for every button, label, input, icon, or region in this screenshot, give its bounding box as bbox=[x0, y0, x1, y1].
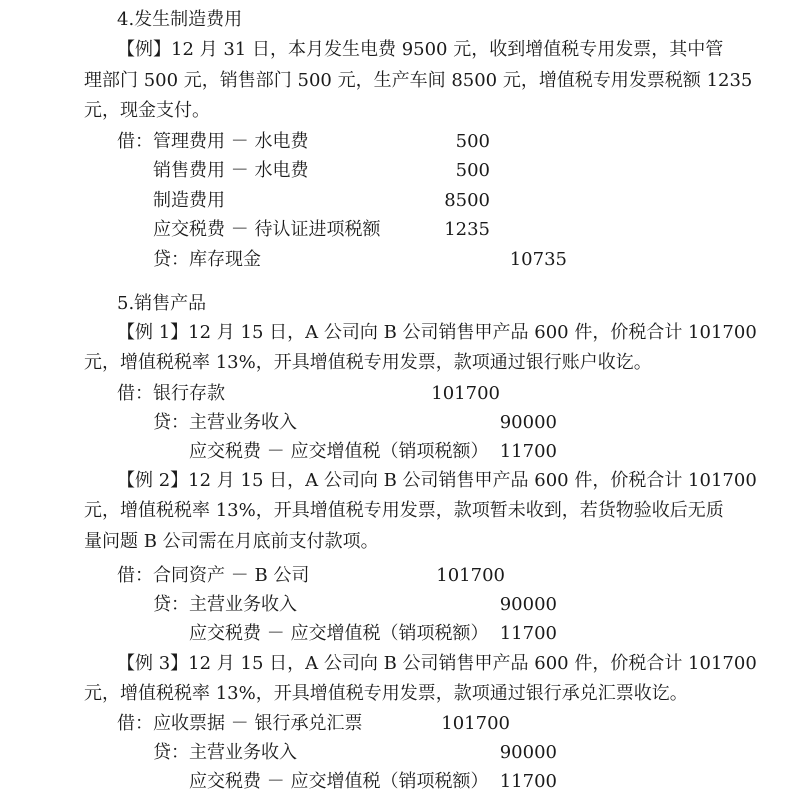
journal-entry-label: 应交税费 － 应交增值税（销项税额） bbox=[189, 623, 489, 644]
journal-entry-amount: 101700 bbox=[431, 383, 500, 404]
paragraph-line: 【例】12 月 31 日，本月发生电费 9500 元，收到增值税专用发票，其中管 bbox=[117, 39, 724, 60]
journal-entry-amount: 1235 bbox=[444, 219, 490, 240]
section-heading: 5.销售产品 bbox=[117, 293, 207, 314]
journal-entry-amount: 101700 bbox=[436, 565, 505, 586]
journal-entry-label: 应交税费 － 待认证进项税额 bbox=[153, 219, 381, 240]
journal-entry-amount: 90000 bbox=[499, 412, 557, 433]
journal-entry-amount: 500 bbox=[455, 160, 490, 181]
journal-entry-amount: 90000 bbox=[499, 594, 557, 615]
paragraph-line: 元，增值税税率 13%，开具增值税专用发票，款项通过银行账户收讫。 bbox=[84, 352, 652, 373]
journal-entry-amount: 500 bbox=[455, 131, 490, 152]
journal-entry-label: 贷：库存现金 bbox=[153, 249, 261, 270]
paragraph-line: 量问题 B 公司需在月底前支付款项。 bbox=[84, 531, 379, 552]
paragraph-line: 元，增值税税率 13%，开具增值税专用发票，款项通过银行承兑汇票收讫。 bbox=[84, 683, 688, 704]
journal-entry-amount: 10735 bbox=[509, 249, 567, 270]
paragraph-line: 【例 1】12 月 15 日，A 公司向 B 公司销售甲产品 600 件，价税合计 101700 bbox=[117, 322, 757, 343]
journal-entry-label: 贷：主营业务收入 bbox=[153, 742, 297, 763]
journal-entry-label: 应交税费 － 应交增值税（销项税额） bbox=[189, 441, 489, 462]
journal-entry-amount: 90000 bbox=[499, 742, 557, 763]
journal-entry-label: 制造费用 bbox=[153, 190, 225, 211]
paragraph-line: 【例 3】12 月 15 日，A 公司向 B 公司销售甲产品 600 件，价税合计 101700 bbox=[117, 653, 757, 674]
journal-entry-label: 借：合同资产 － B 公司 bbox=[117, 565, 310, 586]
journal-entry-label: 应交税费 － 应交增值税（销项税额） bbox=[189, 771, 489, 792]
journal-entry-label: 贷：主营业务收入 bbox=[153, 412, 297, 433]
paragraph-line: 元，增值税税率 13%，开具增值税专用发票，款项暂未收到，若货物验收后无质 bbox=[84, 500, 724, 521]
journal-entry-label: 借：应收票据 － 银行承兑汇票 bbox=[117, 713, 363, 734]
paragraph-line: 理部门 500 元，销售部门 500 元，生产车间 8500 元，增值税专用发票税额 1235 bbox=[84, 70, 753, 91]
journal-entry-amount: 101700 bbox=[441, 713, 510, 734]
paragraph-line: 元，现金支付。 bbox=[84, 100, 210, 121]
journal-entry-label: 销售费用 － 水电费 bbox=[153, 160, 309, 181]
journal-entry-amount: 8500 bbox=[444, 190, 490, 211]
journal-entry-label: 借：管理费用 － 水电费 bbox=[117, 131, 309, 152]
journal-entry-label: 贷：主营业务收入 bbox=[153, 594, 297, 615]
section-heading: 4.发生制造费用 bbox=[117, 9, 243, 30]
journal-entry-label: 借：银行存款 bbox=[117, 383, 225, 404]
paragraph-line: 【例 2】12 月 15 日，A 公司向 B 公司销售甲产品 600 件，价税合计 101700 bbox=[117, 470, 757, 491]
journal-entry-amount: 11700 bbox=[499, 441, 557, 462]
journal-entry-amount: 11700 bbox=[499, 623, 557, 644]
journal-entry-amount: 11700 bbox=[499, 771, 557, 792]
